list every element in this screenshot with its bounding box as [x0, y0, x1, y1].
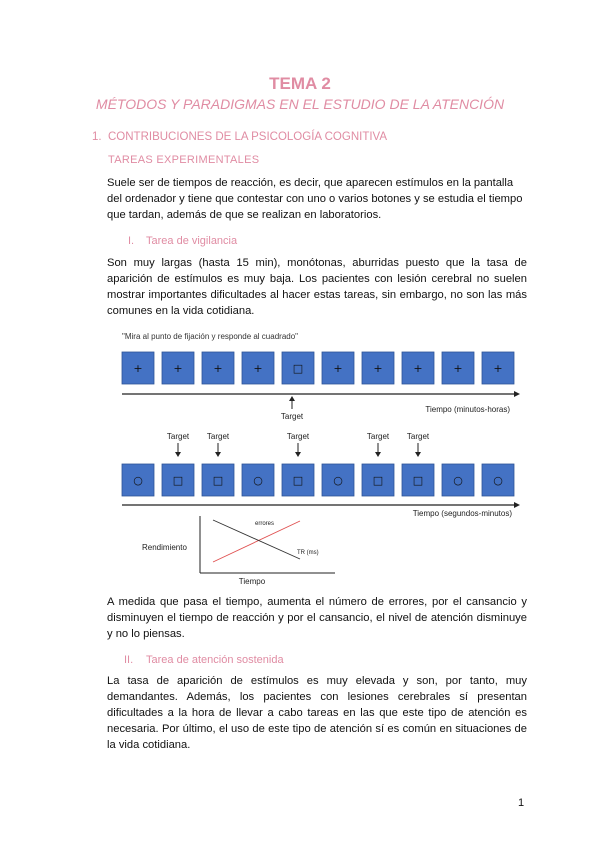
row2-stimulus — [242, 464, 274, 496]
stimulus-symbol: ○ — [453, 474, 463, 487]
stimulus-symbol: ○ — [253, 474, 263, 487]
section-number: 1. — [92, 131, 102, 143]
stimulus-symbol: + — [373, 362, 383, 375]
row2-stimulus — [162, 464, 194, 496]
row2-target-label: Target — [406, 432, 430, 441]
row2-stimulus — [442, 464, 474, 496]
stimulus-symbol: ○ — [333, 474, 343, 487]
row1-stimulus — [322, 352, 354, 384]
row1-stimulus — [362, 352, 394, 384]
row2-stimulus — [282, 464, 314, 496]
row2-target-label: Target — [166, 432, 190, 441]
heading-sostenida: Tarea de atención sostenida — [146, 654, 284, 666]
sostenida-paragraph: La tasa de aparición de estímulos es muy elevada y son, por tanto, muy demandantes. Además, los pacientes con lesiones cerebrales sí presentan dificultades a la hora de llevar a cabo tareas en las que este tipo de atención es necesaria. Por último, el uso de este tipo de atención sí es común en situaciones de la vida cotidiana. — [107, 675, 527, 751]
row1-stimulus — [162, 352, 194, 384]
intro-paragraph: Suele ser de tiempos de reacción, es decir, que aparecen estímulos en la pantalla del ordenador y tiene que contestar con uno o varios botones y se estudia el tiempo que tardan, además de que se realizan en laboratorios. — [107, 177, 523, 221]
stimulus-symbol: + — [413, 362, 423, 375]
row1-stimulus — [442, 352, 474, 384]
section-heading — [92, 131, 387, 143]
page-subtitle: MÉTODOS Y PARADIGMAS EN EL ESTUDIO DE LA ATENCIÓN — [95, 96, 505, 112]
stimulus-symbol: + — [453, 362, 463, 375]
row2-stimulus — [362, 464, 394, 496]
page-number: 1 — [518, 797, 525, 809]
row2-target-label: Target — [206, 432, 230, 441]
numeral-vigilancia: I. — [128, 235, 135, 247]
row1-stimulus — [242, 352, 274, 384]
row2-stimulus — [482, 464, 514, 496]
stimulus-symbol: + — [133, 362, 143, 375]
row1-stimulus — [122, 352, 154, 384]
stimulus-symbol: + — [493, 362, 503, 375]
stimulus-symbol: □ — [292, 474, 304, 487]
figure-instruction: "Mira al punto de fijación y responde al cuadrado" — [122, 332, 299, 341]
tr-label: TR (ms) — [297, 550, 319, 556]
stimulus-symbol: + — [213, 362, 223, 375]
attention-task-figure — [120, 326, 520, 588]
subsection-heading: TAREAS EXPERIMENTALES — [108, 154, 260, 166]
errors-label: errores — [255, 521, 275, 527]
heading-vigilancia: Tarea de vigilancia — [146, 235, 238, 247]
row2-target-label: Target — [286, 432, 310, 441]
row2-target-label: Target — [366, 432, 390, 441]
row2-stimulus — [402, 464, 434, 496]
axis1-label: Tiempo (minutos-horas) — [425, 405, 510, 414]
section-title: CONTRIBUCIONES DE LA PSICOLOGÍA COGNITIVA — [107, 131, 388, 143]
row2-stimulus — [202, 464, 234, 496]
numeral-sostenida: II. — [124, 654, 134, 666]
stimulus-symbol: + — [333, 362, 343, 375]
row1-stimulus — [202, 352, 234, 384]
stimulus-symbol: □ — [412, 474, 424, 487]
row2-stimulus — [122, 464, 154, 496]
stimulus-symbol: □ — [212, 474, 224, 487]
row1-stimulus — [482, 352, 514, 384]
row1-stimulus — [282, 352, 314, 384]
stimulus-symbol: □ — [292, 362, 304, 375]
stimulus-symbol: □ — [172, 474, 184, 487]
time-label: Tiempo — [238, 577, 266, 586]
stimulus-symbol: + — [173, 362, 183, 375]
row1-target-label: Target — [280, 412, 304, 421]
stimulus-symbol: ○ — [133, 474, 143, 487]
performance-label: Rendimiento — [142, 543, 187, 552]
stimulus-symbol: + — [253, 362, 263, 375]
axis2-label: Tiempo (segundos-minutos) — [412, 509, 512, 518]
stimulus-symbol: □ — [372, 474, 384, 487]
after-figure-paragraph: A medida que pasa el tiempo, aumenta el número de errores, por el cansancio y disminuyen el tiempo de reacción y por el cansancio, el nivel de atención disminuye y no lo piensas. — [107, 596, 527, 640]
row1-stimulus — [402, 352, 434, 384]
page-title: TEMA 2 — [269, 74, 331, 93]
vigilancia-paragraph: Son muy largas (hasta 15 min), monótonas, aburridas puesto que la tasa de aparición de estímulos es muy baja. Los pacientes con lesión cerebral no suelen mostrar importantes dificultades al hacer estas tareas, sin embargo, no son las más comunes en la vida cotidiana. — [107, 257, 527, 317]
stimulus-symbol: ○ — [493, 474, 503, 487]
row2-stimulus — [322, 464, 354, 496]
